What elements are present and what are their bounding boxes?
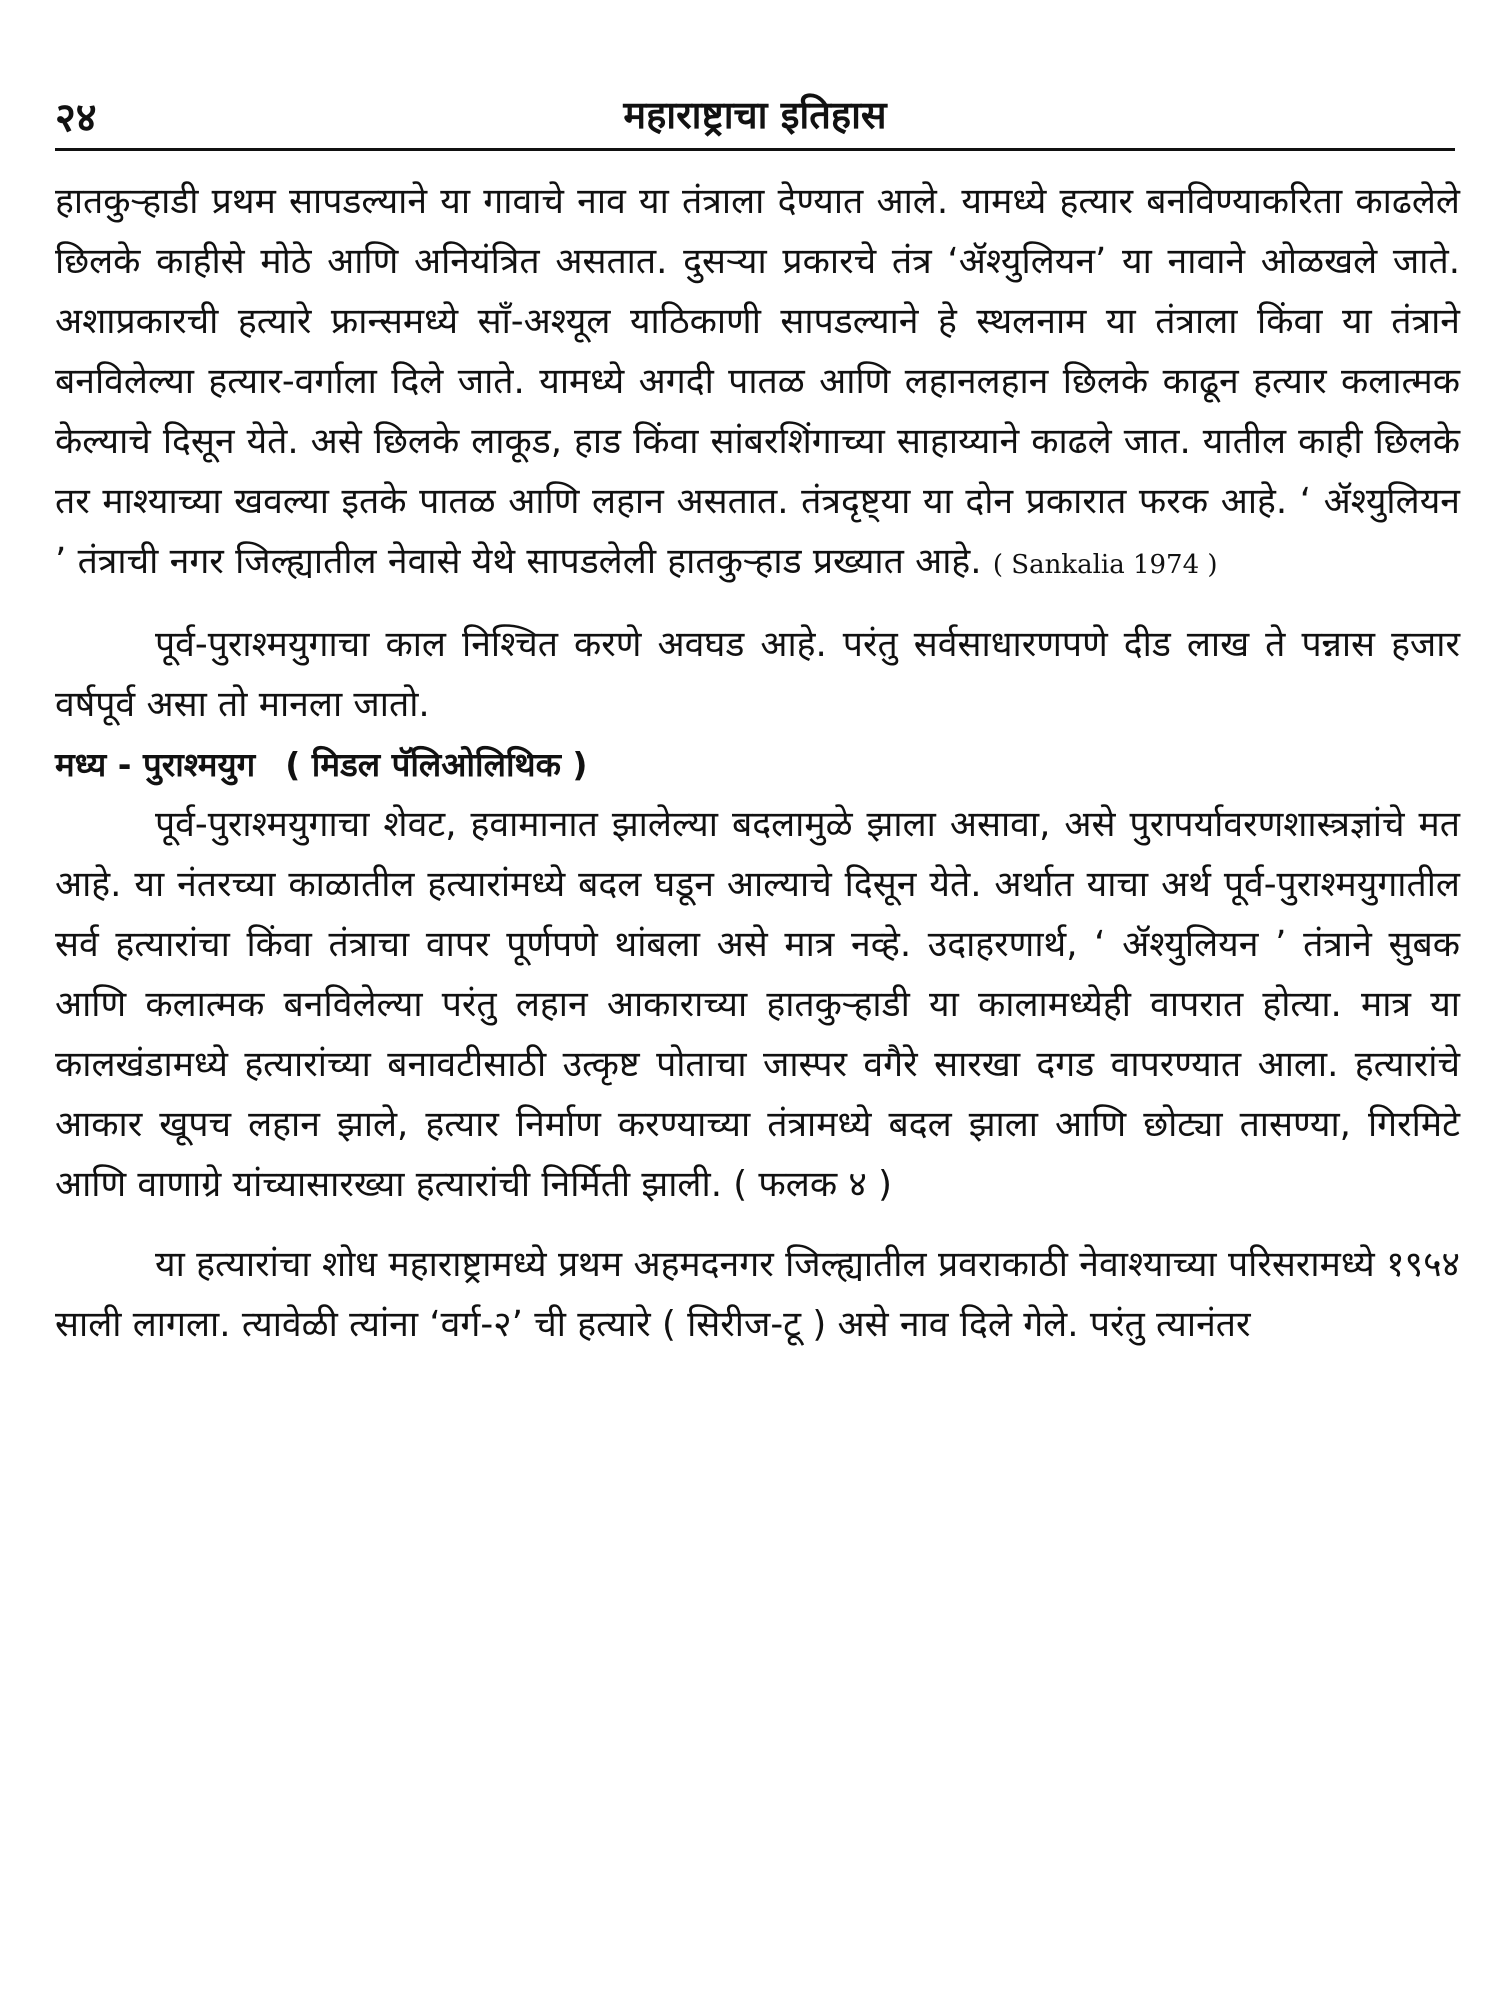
paragraph-4: या हत्यारांचा शोध महाराष्ट्रामध्ये प्रथम अहमदनगर जिल्ह्यातील प्रवराकाठी नेवाश्याच्या परिसरामध्ये १९५४ साली लागला. त्यावेळी त्यांना ‘वर्ग-२’ ची हत्यारे ( सिरीज-टू ) असे नाव दिले गेले. परंतु त्यानंतर [55,1244,1460,1345]
section-heading-main: मध्य - पुराश्मयुग [55,745,256,784]
page-header [55,88,1455,144]
section-heading [55,735,1460,795]
running-title: महाराष्ट्राचा इतिहास [623,93,887,137]
section-heading-subtitle: ( मिडल पॅलिओलिथिक ) [285,745,588,784]
paragraph-1-text: हातकुऱ्हाडी प्रथम सापडल्याने या गावाचे नाव या तंत्राला देण्यात आले. यामध्ये हत्यार बनविण्याकरिता काढलेले छिलके काहीसे मोठे आणि अनियंत्रित असतात. दुसऱ्या प्रकारचे तंत्र ‘ॲश्युलियन’ या नावाने ओळखले जाते. अशाप्रकारची हत्यारे फ्रान्समध्ये सॉं-अश्यूल याठिकाणी सापडल्याने हे स्थलनाम या तंत्राला किंवा या तंत्राने बनविलेल्या हत्यार-वर्गाला दिले जाते. यामध्ये अगदी पातळ आणि लहानलहान छिलके काढून हत्यार कलात्मक केल्याचे दिसून येते. असे छिलके लाकूड, हाड किंवा सांबरशिंगाच्या साहाय्याने काढले जात. यातील काही छिलके तर माश्याच्या खवल्या इतके पातळ आणि लहान असतात. तंत्रदृष्ट्या या दोन प्रकारात फरक आहे. ‘ ॲश्युलियन ’ तंत्राची नगर जिल्ह्यातील नेवासे येथे सापडलेली हातकुऱ्हाड प्रख्यात आहे. [55,181,1460,582]
header-rule [55,148,1455,151]
paragraph-3: पूर्व-पुराश्मयुगाचा शेवट, हवामानात झालेल्या बदलामुळे झाला असावा, असे पुरापर्यावरणशास्त्रज्ञांचे मत आहे. या नंतरच्या काळातील हत्यारांमध्ये बदल घडून आल्याचे दिसून येते. अर्थात याचा अर्थ पूर्व-पुराश्मयुगातील सर्व हत्यारांचा किंवा तंत्राचा वापर पूर्णपणे थांबला असे मात्र नव्हे. उदाहरणार्थ, ‘ ॲश्युलियन ’ तंत्राने सुबक आणि कलात्मक बनविलेल्या परंतु लहान आकाराच्या हातकुऱ्हाडी या कालामध्येही वापरात होत्या. मात्र या कालखंडामध्ये हत्यारांच्या बनावटीसाठी उत्कृष्ट पोताचा जास्पर वगैरे सारखा दगड वापरण्यात आला. हत्यारांचे आकार खूपच लहान झाले, हत्यार निर्माण करण्याच्या तंत्रामध्ये बदल झाला आणि छोट्या तासण्या, गिरमिटे आणि वाणाग्रे यांच्यासारख्या हत्यारांची निर्मिती झाली. ( फलक ४ ) [55,804,1460,1205]
paragraph-1 [55,172,1460,595]
citation: ( Sankalia 1974 ) [992,550,1218,580]
page-number: २४ [55,95,97,141]
body-text [55,172,1460,1355]
paragraph-2: पूर्व-पुराश्मयुगाचा काल निश्चित करणे अवघड आहे. परंतु सर्वसाधारणपणे दीड लाख ते पन्नास हजार वर्षपूर्व असा तो मानला जातो. [55,624,1460,725]
